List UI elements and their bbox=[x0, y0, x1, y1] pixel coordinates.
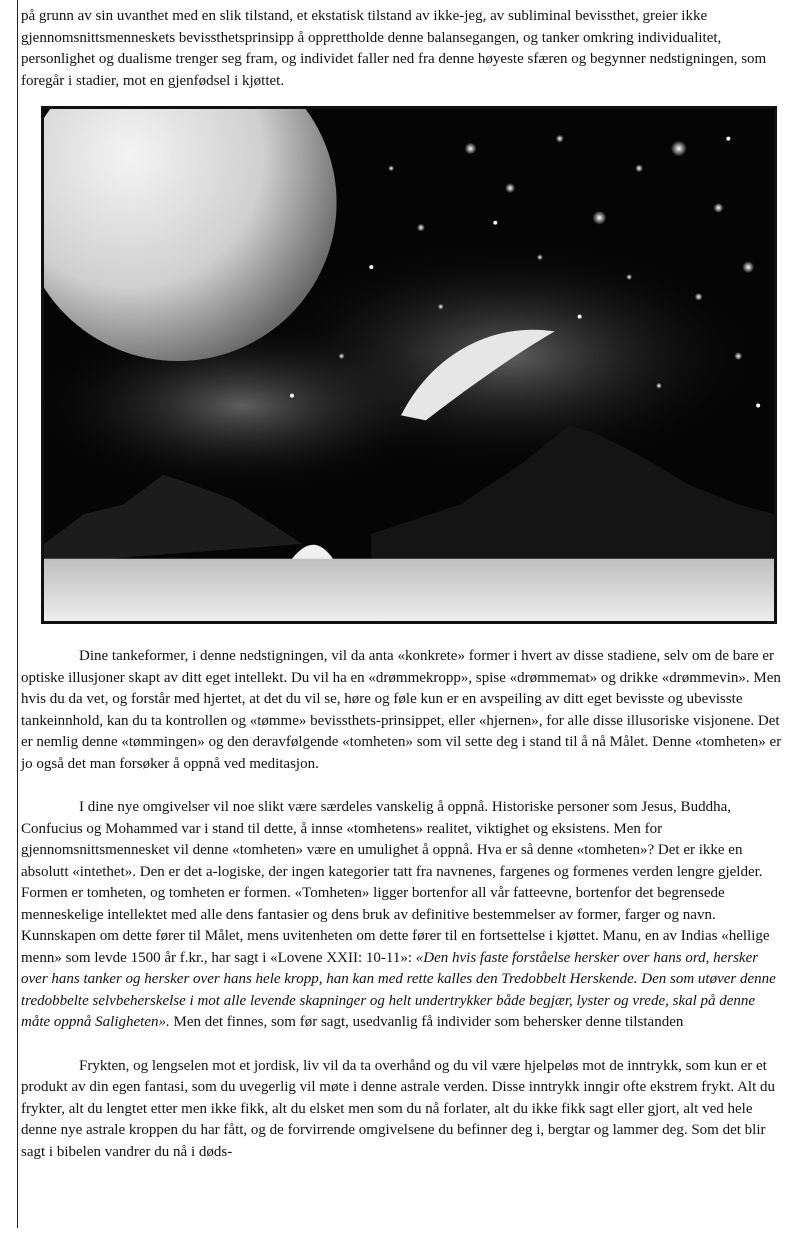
paragraph-emptiness-start: I dine nye omgivelser vil noe slikt være særdeles vanskelig å oppnå. Historiske personer som Jesus, Buddha, Confucius og Mohammed var i stand til dette, å innse «tomhetens» realitet, viktighet og eksistens. Men for gjennomsnittsmennesket vil denne «tomheten» være en umulighet å oppnå. Hva er så denne «tomheten»? Det er ikke en absolutt «intethet». Den er det a-logiske, der ingen kategorier tatt fra navnenes, fargenes og formenes verden lengre gjelder. Formen er tomheten, og tomheten er formen. «Tomheten» ligger bortenfor all vår fatteevne, bortenfor det begrensede menneskelige intellektet med alle dens fantasier og dens bruk av definitive bestemmelser av former, farger og navn. Kunnskapen om dette fører til Målet, mens uvitenheten om dette fører til en fortsettelse i kjøttet. Manu, en av Indias «hellige menn» som levde 1500 år f.kr., har sagt i «Lovene XXII: 10-11»: bbox=[21, 799, 770, 966]
paragraph-emptiness bbox=[21, 797, 783, 1034]
space-landscape-illustration bbox=[41, 106, 777, 624]
paragraph-thought-forms: Dine tankeformer, i denne nedstigningen, vil da anta «konkrete» former i hvert av disse stadiene, selv om de bare er optiske illusjoner skapt av ditt eget intellekt. Du vil ha en «drømmekropp», spise «drømmemat» og drikke «drømmevin». Men hvis du da vet, og forstår med hjertet, at det du vil se, høre og føle kun er en avspeiling av ditt eget bevisste og ubevisste tankeinnhold, kan du ta kontrollen og «tømme» bevissthets-prinsippet, eller «hjernen», for alle disse illusoriske visjonene. Det er nemlig denne «tømmingen» og den deravfølgende «tomheten» som vil sette deg i stand til å nå Målet. Denne «tomheten» er jo også det man forsøker å oppnå ved meditasjon. bbox=[21, 648, 782, 772]
manu-quote: «Den hvis faste forståelse hersker over hans ord, hersker over hans tanker og hersker over hans hele kropp, han kan med rette kalles den Tredobbelt Herskende. Den som utøver denne tredobbelte selvbeherskelse i mot alle levende skapninger og helt undertrykker både begjær, lyster og vrede, skal på denne måte oppnå Saligheten». bbox=[21, 949, 776, 1030]
margin-rule bbox=[17, 0, 18, 1228]
paragraph-fear: Frykten, og lengselen mot et jordisk, liv vil da ta overhånd og du vil være hjelpeløs mot de inntrykk, som kun er et produkt av din egen fantasi, som du uvegerlig vil møte i denne astrale verden. Disse inntrykk inngir ofte ekstrem frykt. Alt du frykter, alt du lengtet etter men ikke fikk, alt du elsket men som du nå forlater, alt du ikke fikk sagt eller gjort, alt ved hele denne nye astrale kroppen du har fått, og de forvirrende omgivelsene du befinner deg i, bergtar og lammer deg. Som det blir sagt i bibelen vandrer du nå i døds- bbox=[21, 1057, 775, 1160]
frozen-plain bbox=[44, 559, 774, 621]
paragraph-intro: på grunn av sin uvanthet med en slik tilstand, et ekstatisk tilstand av ikke-jeg, av subliminal bevissthet, greier ikke gjennomsnittsmenneskets bevissthetsprinsipp å opprettholde denne balansegangen, og tanker omkring individualitet, personlighet og dualisme trenger seg fram, og individet faller ned fra denne høyeste sfæren og begynner nedstigningen, som foregår i stadier, mot en gjenfødsel i kjøttet. bbox=[21, 8, 767, 89]
document-page bbox=[21, 6, 783, 1163]
paragraph-emptiness-end: Men det finnes, som før sagt, usedvanlig få individer som behersker denne tilstanden bbox=[169, 1014, 684, 1030]
illustration-svg bbox=[44, 109, 774, 621]
